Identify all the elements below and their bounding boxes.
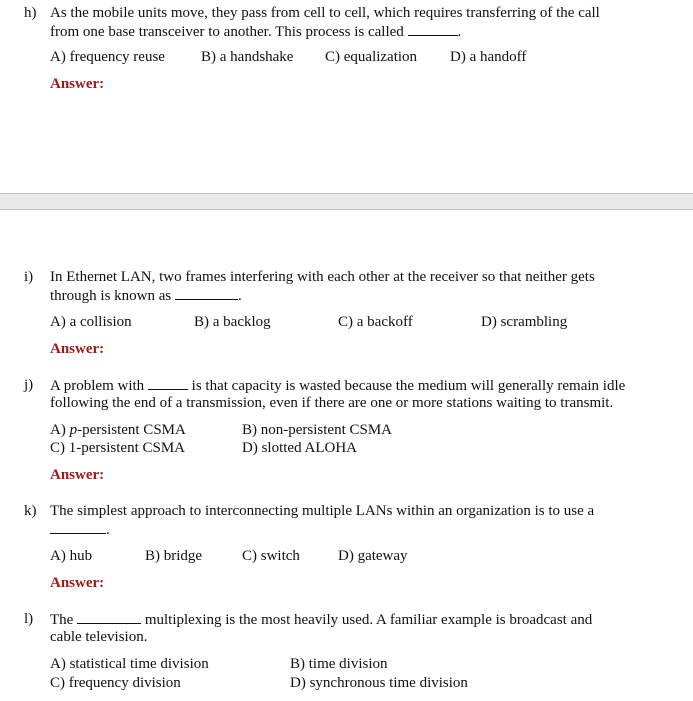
- question-i-answer-label: Answer:: [50, 341, 105, 357]
- question-l-option-d: D) synchronous time division: [290, 675, 468, 691]
- question-j-line-1: [50, 376, 625, 396]
- question-j-option-c: C) 1-persistent CSMA: [50, 440, 185, 456]
- question-l-option-a: A) statistical time division: [50, 656, 209, 672]
- question-k-option-b: B) bridge: [145, 548, 203, 564]
- document-page-2: [0, 210, 693, 701]
- question-j-option-a: A) p-persistent CSMA: [50, 422, 186, 438]
- answer-blank: [148, 376, 188, 390]
- question-i-option-c: C) a backoff: [338, 314, 413, 330]
- question-l-line-2: cable television.: [50, 629, 148, 645]
- question-h-number: h): [24, 5, 37, 21]
- question-k-option-d: D) gateway: [338, 548, 408, 564]
- question-h-option-a: A) frequency reuse: [50, 49, 165, 65]
- question-k-line-1: The simplest approach to interconnecting multiple LANs within an organization is to use a: [50, 503, 595, 519]
- question-k-option-c: C) switch: [242, 548, 300, 564]
- question-i-option-b: B) a backlog: [194, 314, 271, 330]
- answer-blank: [50, 520, 106, 534]
- question-h-option-b: B) a handshake: [201, 49, 294, 65]
- question-j-number: j): [24, 377, 34, 393]
- document-page-1: [0, 0, 693, 193]
- question-h-line-2-text: from one base transceiver to another. This process is called: [50, 24, 404, 40]
- question-j-line-2: following the end of a transmission, even if there are one or more stations waiting to transmit.: [50, 395, 614, 411]
- answer-blank: [175, 286, 238, 300]
- question-j-option-d: D) slotted ALOHA: [242, 440, 357, 456]
- page-break-divider: [0, 193, 693, 210]
- question-i-option-a: A) a collision: [50, 314, 132, 330]
- question-i-line-2-end: .: [238, 288, 242, 304]
- question-i-line-2: [50, 286, 242, 306]
- question-j-line-1-start: A problem with: [50, 378, 145, 394]
- question-j-answer-label: Answer:: [50, 467, 105, 483]
- question-i-line-1: In Ethernet LAN, two frames interfering with each other at the receiver so that neither gets: [50, 269, 595, 285]
- question-j-line-1-end: is that capacity is wasted because the medium will generally remain idle: [191, 378, 626, 394]
- question-k-option-a: A) hub: [50, 548, 93, 564]
- question-l-line-1-end: multiplexing is the most heavily used. A familiar example is broadcast and: [144, 612, 593, 628]
- question-h-option-c: C) equalization: [325, 49, 418, 65]
- question-l-option-c: C) frequency division: [50, 675, 181, 691]
- answer-blank: [408, 22, 458, 36]
- question-h-option-d: D) a handoff: [450, 49, 527, 65]
- question-l-line-1: [50, 610, 592, 630]
- question-h-line-1: As the mobile units move, they pass from cell to cell, which requires transferring of the call: [50, 5, 600, 21]
- question-l-number: l): [24, 611, 34, 627]
- question-l-line-1-start: The: [50, 612, 74, 628]
- question-i-option-d: D) scrambling: [481, 314, 568, 330]
- question-h-line-2-end: .: [457, 24, 462, 40]
- question-h-answer-label: Answer:: [50, 76, 105, 92]
- question-k-line-2: [50, 520, 110, 540]
- answer-blank: [77, 610, 141, 624]
- question-k-answer-label: Answer:: [50, 575, 105, 591]
- question-i-line-2-text: through is known as: [50, 288, 172, 304]
- question-l-option-b: B) time division: [290, 656, 388, 672]
- question-i-number: i): [24, 269, 34, 285]
- question-k-number: k): [24, 503, 37, 519]
- question-h-line-2: [50, 22, 461, 42]
- question-k-line-2-end: .: [106, 522, 110, 538]
- question-j-option-b: B) non-persistent CSMA: [242, 422, 392, 438]
